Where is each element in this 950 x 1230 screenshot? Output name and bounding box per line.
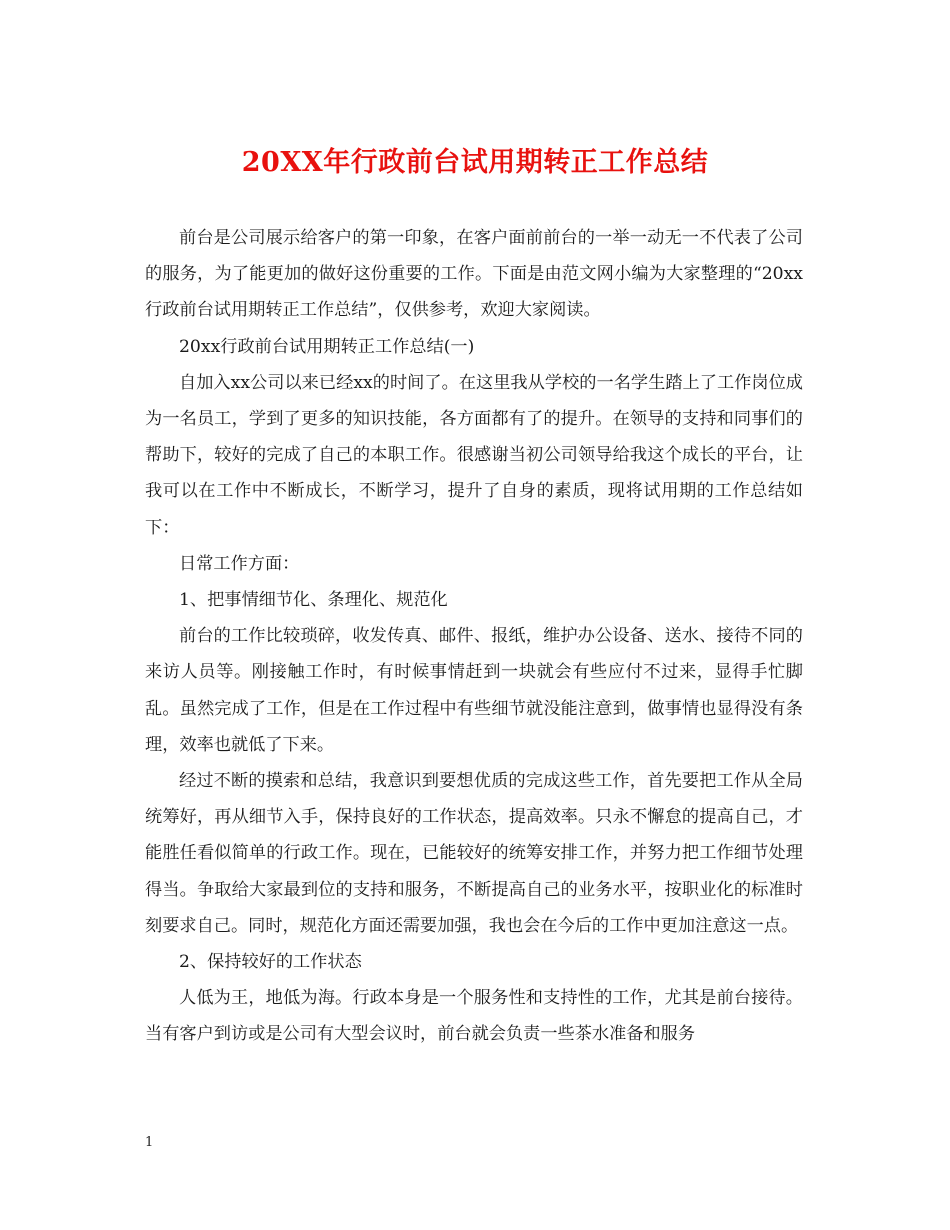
paragraph-item-2-heading: 2、保持较好的工作状态 [179,952,362,973]
document-title: 20XX年行政前台试用期转正工作总结 [241,147,709,178]
paragraph-item-1-body: 前台的工作比较琐碎，收发传真、邮件、报纸，维护办公设备、送水、接待不同的来访人员等。刚接触工作时，有时候事情赶到一块就会有些应付不过来，显得手忙脚乱。虽然完成了工作，但是在工作过程中有些细节就没能注意到，做事情也显得没有条理，效率也就低了下来。 [145,626,803,755]
paragraph-intro: 前台是公司展示给客户的第一印象，在客户面前前台的一举一动无一不代表了公司的服务，为了能更加的做好这份重要的工作。下面是由范文网小编为大家整理的“20xx行政前台试用期转正工作总结”，仅供参考，欢迎大家阅读。 [145,228,803,321]
paragraph-joining: 自加入xx公司以来已经xx的时间了。在这里我从学校的一名学生踏上了工作岗位成为一名员工，学到了更多的知识技能，各方面都有了的提升。在领导的支持和同事们的帮助下，较好的完成了自己的本职工作。很感谢当初公司领导给我这个成长的平台，让我可以在工作中不断成长，不断学习，提升了自身的素质，现将试用期的工作总结如下： [145,372,803,538]
paragraph-item-1-reflection: 经过不断的摸索和总结，我意识到要想优质的完成这些工作，首先要把工作从全局统筹好，再从细节入手，保持良好的工作状态，提高效率。只永不懈怠的提高自己，才能胜任看似简单的行政工作。现在，已能较好的统筹安排工作，并努力把工作细节处理得当。争取给大家最到位的支持和服务，不断提高自己的业务水平，按职业化的标准时刻要求自己。同时，规范化方面还需要加强，我也会在今后的工作中更加注意这一点。 [145,771,803,936]
page-number: 1 [145,1135,154,1150]
paragraph-daily-work-heading: 日常工作方面： [179,553,300,574]
paragraph-item-1-heading: 1、把事情细节化、条理化、规范化 [179,590,448,611]
paragraph-section-heading: 20xx行政前台试用期转正工作总结(一) [179,336,475,357]
paragraph-item-2-body: 人低为王，地低为海。行政本身是一个服务性和支持性的工作，尤其是前台接待。当有客户到访或是公司有大型会议时，前台就会负责一些茶水准备和服务 [145,988,803,1045]
document-body [145,220,803,1053]
